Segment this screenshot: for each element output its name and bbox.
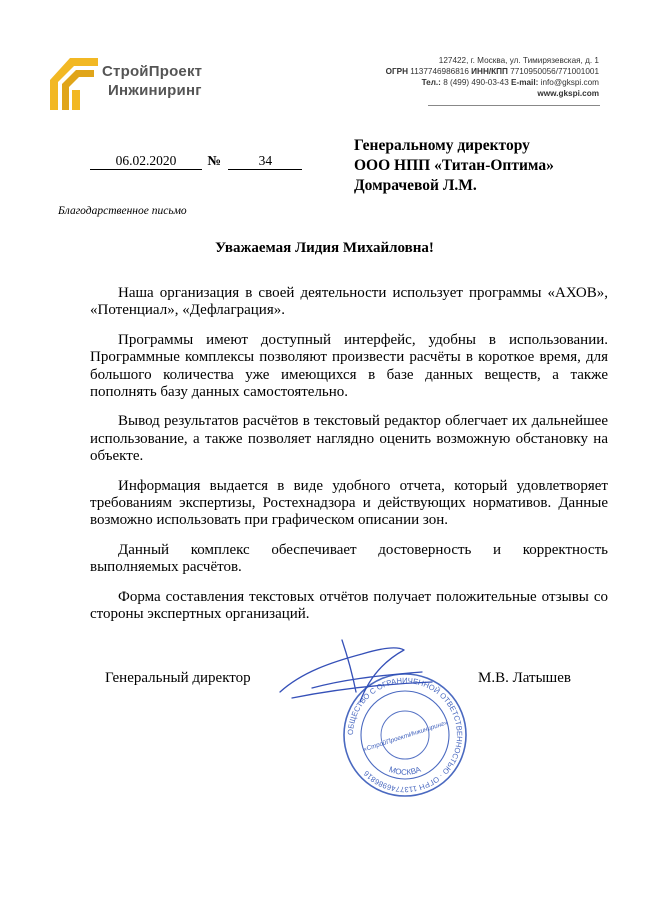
body-paragraph: Вывод результатов расчётов в текстовый редактор облегчает их дальнейшее использование, а также позволяет наглядно оценить возможную обстановку на объекте. (90, 413, 608, 465)
signatory-name: М.В. Латышев (478, 670, 571, 686)
letter-reference (90, 153, 302, 170)
recipient-organization: ООО НПП «Титан-Оптима» (354, 157, 554, 174)
stamp-city-text: МОСКВА (387, 764, 423, 777)
company-contacts: Тел.: 8 (499) 490-03-43 E-mail: info@gkspi.com (421, 78, 599, 87)
letter-subject: Благодарственное письмо (58, 205, 187, 217)
company-website: www.gkspi.com (537, 89, 599, 98)
recipient-position: Генеральному директору (354, 137, 530, 154)
recipient-name: Домрачевой Л.М. (354, 177, 477, 194)
stamp-center-text: «СтройПроектИнжиниринг» (362, 719, 449, 754)
body-paragraph: Программы имеют доступный интерфейс, удобны в использовании. Программные комплексы позволяют произвести расчёты в короткое время, для большого количества уже имеющихся в базе данных веществ, а также пополнять базу данных самостоятельно. (90, 331, 608, 401)
logo-mark-icon (48, 52, 104, 112)
number-sign: № (207, 153, 221, 168)
recipient-block (354, 136, 554, 196)
company-seal-stamp (340, 670, 470, 800)
body-paragraph: Форма составления текстовых отчётов получает положительные отзывы со стороны экспертных организаций. (90, 588, 608, 623)
company-registration: ОГРН 1137746986816 ИНН/КПП 7710950056/771001001 (385, 67, 599, 76)
letter-greeting: Уважаемая Лидия Михайловна! (215, 240, 434, 256)
company-details (339, 55, 599, 99)
letter-body (90, 285, 608, 636)
company-address: 127422, г. Москва, ул. Тимирязевская, д. 1 (438, 56, 599, 65)
body-paragraph: Наша организация в своей деятельности использует программы «АХОВ», «Потенциал», «Дефлаграция». (90, 285, 608, 319)
signatory-title: Генеральный директор (105, 670, 251, 686)
body-paragraph: Данный комплекс обеспечивает достоверность и корректность выполняемых расчётов. (90, 541, 608, 576)
body-paragraph: Информация выдается в виде удобного отчета, который удовлетворяет требованиям экспертизы, Ростехнадзора и действующих нормативов. Данные возможно использовать при графическом описании зон. (90, 477, 608, 529)
svg-text:МОСКВА (388, 765, 423, 777)
letter-date: 06.02.2020 (90, 153, 202, 170)
stamp-outer-text: ОБЩЕСТВО С ОГРАНИЧЕННОЙ ОТВЕТСТВЕННОСТЬЮ · ОГРН 1137746986816 (345, 675, 465, 795)
logo-text-line1: СтройПроект (102, 63, 203, 80)
logo-text-line2: Инжиниринг (108, 82, 202, 99)
company-logo (48, 52, 238, 112)
header-divider (428, 105, 600, 106)
letter-number: 34 (228, 153, 302, 170)
